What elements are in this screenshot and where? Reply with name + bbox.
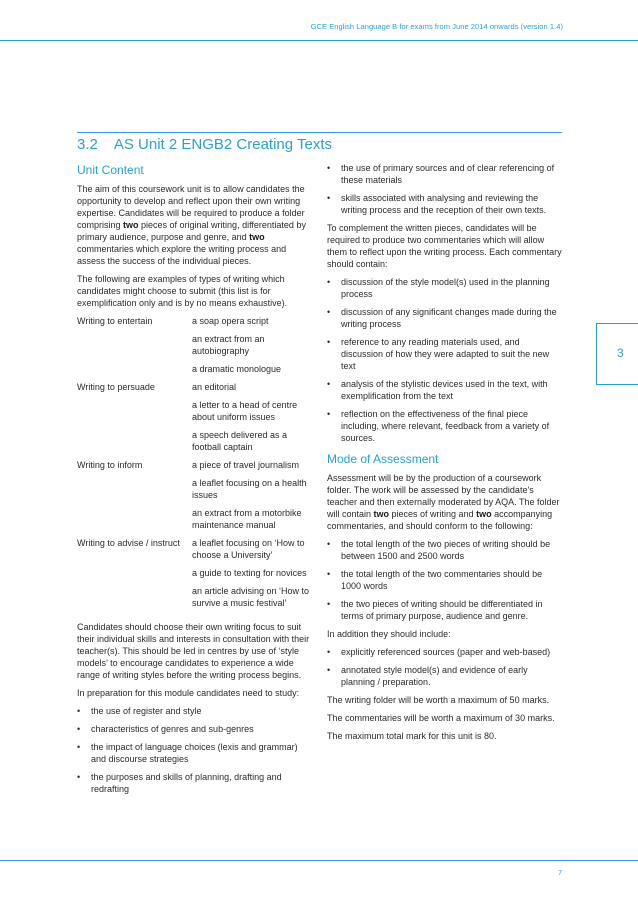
example-category: Writing to advise / instruct <box>77 538 180 548</box>
example-items <box>192 459 312 537</box>
example-item: a letter to a head of centre about uniform issues <box>192 400 298 422</box>
list-item: • reflection on the effectiveness of the final piece including, where relevant, feedback from a variety of sources. <box>327 408 562 444</box>
commentary-marks: The commentaries will be worth a maximum of 30 marks. <box>327 713 555 723</box>
section-tab <box>596 323 638 385</box>
example-category: Writing to inform <box>77 460 143 470</box>
preparation-list <box>77 705 312 795</box>
list-item: • the use of register and style <box>77 705 312 717</box>
folder-marks: The writing folder will be worth a maximum of 50 marks. <box>327 695 550 705</box>
example-item: an editorial <box>192 382 237 392</box>
addition-list <box>327 646 562 688</box>
addition-intro: In addition they should include: <box>327 629 451 639</box>
writing-examples-table <box>77 315 312 615</box>
header-rule <box>0 40 638 41</box>
example-item: a leaflet focusing on a health issues <box>192 478 307 500</box>
conform-list <box>327 538 562 622</box>
section-title <box>77 136 332 153</box>
page-number: 7 <box>558 870 562 877</box>
list-item: • reference to any reading materials used, and discussion of how they were adapted to suit the new text <box>327 336 562 372</box>
example-item: an article advising on ‘How to survive a music festival’ <box>192 586 310 608</box>
example-item: a dramatic monologue <box>192 364 282 374</box>
assessment-intro: Assessment will be by the production of a coursework folder. The work will be assessed by the candidate’s teacher and then externally moderated by AQA. The folder will contain two pieces of writing and two accompanying commentaries, and should conform to the following: <box>327 473 560 531</box>
list-item: • the total length of the two pieces of writing should be between 1500 and 2500 words <box>327 538 562 562</box>
examples-intro: The following are examples of types of writing which candidates might choose to submit (this list is for exemplification only and is by no means exhaustive). <box>77 274 288 308</box>
right-column <box>327 162 562 748</box>
example-item: an extract from an autobiography <box>192 334 265 356</box>
section-rule <box>77 132 562 133</box>
assessment-heading: Mode of Assessment <box>327 452 439 466</box>
list-item: • skills associated with analysing and reviewing the writing process and the reception of their own texts. <box>327 192 562 216</box>
total-marks: The maximum total mark for this unit is 80. <box>327 731 497 741</box>
example-items <box>192 315 312 381</box>
example-item: an extract from a motorbike maintenance manual <box>192 508 302 530</box>
unit-content-intro: The aim of this coursework unit is to allow candidates the opportunity to develop and reflect upon their own writing expertise. Candidates will be required to produce a folder comprising two pieces of original writing, differentiated by primary audience, purpose and genre, and two commentaries which explore the writing process and assess the success of the individual pieces. <box>77 184 306 266</box>
list-item: • the purposes and skills of planning, drafting and redrafting <box>77 771 312 795</box>
list-item: • the total length of the two commentaries should be 1000 words <box>327 568 562 592</box>
list-item: • the impact of language choices (lexis and grammar) and discourse strategies <box>77 741 312 765</box>
preparation-intro: In preparation for this module candidates need to study: <box>77 688 300 698</box>
section-number: 3.2 <box>77 136 98 153</box>
example-item: a leaflet focusing on ‘How to choose a University’ <box>192 538 305 560</box>
example-item: a speech delivered as a football captain <box>192 430 288 452</box>
list-item: • explicitly referenced sources (paper and web-based) <box>327 646 562 658</box>
running-header: GCE English Language B for exams from June 2014 onwards (version 1.4) <box>310 22 563 31</box>
unit-content-heading: Unit Content <box>77 163 144 177</box>
list-item: • analysis of the stylistic devices used in the text, with exemplification from the text <box>327 378 562 402</box>
list-item: • annotated style model(s) and evidence of early planning / preparation. <box>327 664 562 688</box>
list-item: • discussion of the style model(s) used in the planning process <box>327 276 562 300</box>
style-models-paragraph: Candidates should choose their own writing focus to suit their individual skills and interests in consultation with their teacher(s). This should be led in centres by use of ‘style models’ to encourage candidates to experience a wide range of writing styles before the writing process begins. <box>77 622 310 680</box>
footer-rule <box>0 860 638 861</box>
example-item: a guide to texting for novices <box>192 568 307 578</box>
example-items <box>192 381 312 459</box>
left-column <box>77 163 312 801</box>
commentary-list <box>327 276 562 444</box>
example-item: a piece of travel journalism <box>192 460 300 470</box>
example-item: a soap opera script <box>192 316 269 326</box>
section-title-text: AS Unit 2 ENGB2 Creating Texts <box>113 136 333 153</box>
list-item: • the use of primary sources and of clear referencing of these materials <box>327 162 562 186</box>
example-category: Writing to persuade <box>77 382 155 392</box>
list-item: • the two pieces of writing should be differentiated in terms of primary purpose, audience and genre. <box>327 598 562 622</box>
preparation-list-continued <box>327 162 562 216</box>
example-category: Writing to entertain <box>77 316 153 326</box>
example-items <box>192 537 312 615</box>
list-item: • discussion of any significant changes made during the writing process <box>327 306 562 330</box>
section-tab-label: 3 <box>617 346 624 360</box>
commentary-intro: To complement the written pieces, candidates will be required to produce two commentaries which will allow them to reflect upon the writing process. Each commentary should contain: <box>327 223 562 269</box>
list-item: • characteristics of genres and sub-genres <box>77 723 312 735</box>
